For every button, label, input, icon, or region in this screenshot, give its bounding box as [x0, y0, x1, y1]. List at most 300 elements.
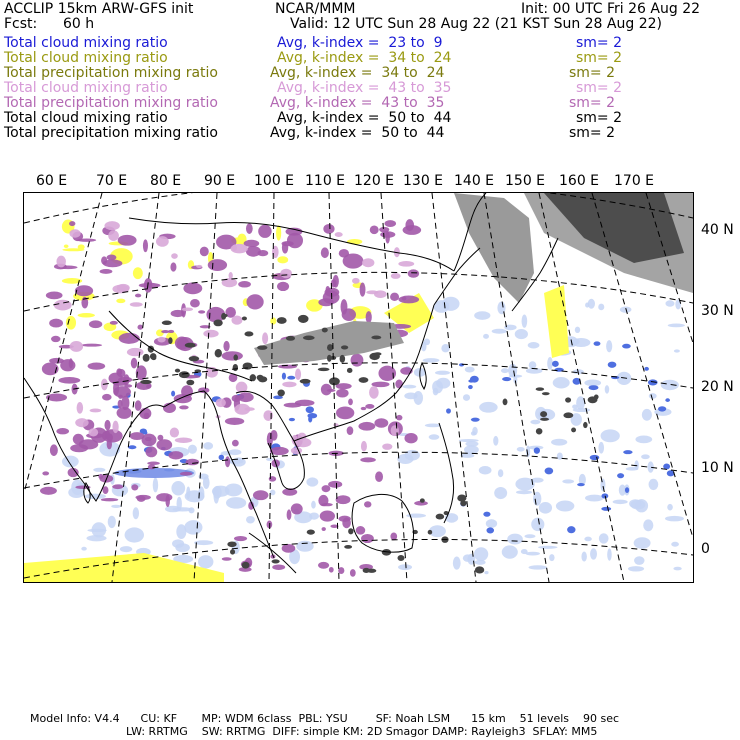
light-cloud-patch	[607, 548, 612, 560]
purple-precip-patch	[145, 447, 157, 458]
light-cloud-patch	[549, 554, 554, 561]
purple-precip-patch	[232, 440, 239, 447]
lon-label: 110 E	[305, 173, 346, 189]
light-cloud-patch	[507, 534, 523, 545]
dark-precip-cell	[436, 514, 444, 520]
purple-precip-patch	[328, 481, 342, 488]
purple-precip-patch	[246, 246, 261, 257]
light-cloud-patch	[531, 518, 544, 531]
light-cloud-patch	[599, 533, 609, 543]
dark-precip-cell	[420, 498, 425, 502]
dark-precip-cell	[233, 354, 238, 360]
lon-label: 140 E	[454, 173, 495, 189]
light-cloud-patch	[635, 436, 652, 444]
light-purple-patch	[170, 428, 179, 438]
purple-precip-patch	[246, 223, 253, 234]
purple-precip-patch	[135, 495, 150, 500]
yellow-cloud-patch	[347, 239, 362, 245]
purple-precip-patch	[404, 433, 417, 443]
purple-precip-patch	[361, 534, 374, 543]
lat-label: 10 N	[701, 460, 734, 476]
light-cloud-patch	[648, 461, 654, 472]
dark-precip-cell	[272, 559, 280, 563]
blue-cloud-patch	[306, 406, 314, 413]
dark-precip-cell	[565, 397, 571, 402]
light-cloud-patch	[225, 484, 243, 497]
light-cloud-patch	[538, 546, 557, 549]
light-cloud-patch	[515, 329, 528, 339]
purple-precip-patch	[286, 228, 303, 236]
light-cloud-patch	[585, 495, 604, 502]
lon-label: 60 E	[36, 173, 68, 189]
field-name: Total cloud mixing ratio	[4, 35, 168, 51]
purple-precip-patch	[75, 285, 93, 296]
light-cloud-patch	[665, 300, 674, 307]
light-cloud-patch	[479, 466, 492, 474]
purple-precip-patch	[143, 239, 148, 252]
dark-precip-cell	[540, 411, 547, 417]
light-cloud-patch	[474, 311, 490, 320]
purple-precip-patch	[321, 247, 329, 258]
dark-precip-cell	[457, 495, 466, 502]
light-cloud-patch	[642, 409, 652, 421]
lon-label: 150 E	[505, 173, 546, 189]
light-purple-patch	[157, 337, 165, 343]
dark-precip-cell	[230, 549, 235, 554]
blue-cloud-patch	[644, 367, 649, 371]
light-cloud-patch	[402, 385, 416, 389]
purple-precip-patch	[321, 503, 333, 506]
light-cloud-patch	[309, 512, 319, 519]
purple-precip-patch	[135, 400, 142, 411]
purple-precip-patch	[272, 564, 285, 569]
yellow-cloud-patch	[64, 245, 69, 248]
blue-cloud-patch	[617, 473, 624, 478]
light-cloud-patch	[479, 402, 497, 413]
purple-precip-patch	[384, 220, 396, 227]
purple-precip-patch	[103, 486, 109, 494]
blue-cloud-patch	[567, 526, 575, 533]
light-purple-patch	[89, 428, 99, 436]
light-purple-patch	[391, 273, 401, 279]
dark-precip-cell	[300, 379, 311, 384]
light-cloud-patch	[539, 502, 552, 514]
purple-precip-patch	[147, 462, 160, 465]
light-cloud-patch	[575, 327, 580, 333]
dark-precip-cell	[168, 337, 172, 344]
dark-precip-cell	[179, 371, 190, 378]
purple-precip-patch	[70, 444, 88, 452]
blue-cloud-patch	[625, 487, 629, 493]
light-purple-patch	[54, 300, 72, 311]
dark-precip-cell	[277, 317, 287, 324]
map-panel	[23, 192, 694, 583]
purple-precip-patch	[58, 377, 80, 384]
blue-cloud-patch	[590, 455, 600, 460]
light-cloud-patch	[429, 434, 440, 440]
dark-precip-cell	[185, 343, 196, 348]
blue-cloud-patch	[594, 341, 601, 346]
dark-precip-cell	[563, 412, 573, 418]
yellow-cloud-patch	[78, 313, 95, 318]
light-cloud-patch	[311, 501, 316, 509]
map-canvas	[24, 193, 693, 582]
purple-precip-patch	[225, 456, 230, 467]
light-purple-patch	[280, 269, 292, 278]
light-purple-patch	[75, 418, 88, 427]
dark-precip-cell	[347, 368, 353, 373]
dark-precip-cell	[583, 422, 588, 428]
purple-precip-patch	[222, 557, 232, 560]
blue-cloud-patch	[589, 385, 599, 390]
lon-label: 100 E	[254, 173, 295, 189]
light-purple-patch	[117, 284, 130, 292]
purple-precip-patch	[284, 403, 302, 408]
light-purple-patch	[127, 348, 144, 356]
purple-precip-patch	[60, 359, 75, 371]
light-cloud-patch	[188, 445, 197, 454]
light-cloud-patch	[572, 338, 591, 347]
dark-precip-cell	[298, 315, 309, 323]
purple-precip-patch	[156, 493, 172, 501]
purple-precip-patch	[322, 485, 331, 492]
purple-precip-patch	[366, 311, 372, 323]
light-cloud-patch	[584, 537, 591, 542]
light-cloud-patch	[184, 520, 202, 535]
purple-precip-patch	[131, 484, 138, 490]
purple-precip-patch	[198, 387, 209, 393]
cloud-field-layer	[24, 193, 693, 582]
light-cloud-patch	[573, 408, 590, 412]
light-cloud-patch	[600, 479, 605, 492]
light-cloud-patch	[590, 548, 597, 559]
field-sm: sm= 2	[576, 80, 623, 96]
field-sm: sm= 2	[576, 35, 623, 51]
dark-precip-cell	[242, 317, 247, 321]
purple-precip-patch	[234, 536, 247, 541]
dark-precip-cell	[397, 555, 404, 561]
purple-precip-patch	[375, 471, 383, 482]
field-name: Total precipitation mixing ratio	[4, 125, 218, 141]
purple-precip-patch	[50, 444, 58, 456]
light-cloud-patch	[246, 516, 255, 524]
blue-cloud-patch	[608, 362, 617, 368]
purple-precip-patch	[118, 235, 137, 246]
purple-precip-patch	[51, 336, 60, 342]
yellow-cloud-patch	[544, 285, 569, 358]
blue-cloud-patch	[577, 483, 585, 486]
light-cloud-patch	[425, 424, 441, 428]
field-sm: sm= 2	[569, 125, 616, 141]
blue-cloud-patch	[282, 373, 286, 380]
dark-precip-cell	[213, 320, 222, 327]
blue-cloud-patch	[308, 416, 312, 423]
light-cloud-patch	[93, 468, 105, 472]
purple-precip-patch	[107, 255, 117, 261]
dark-precip-cell	[162, 321, 172, 325]
light-cloud-patch	[81, 547, 86, 551]
light-purple-patch	[262, 332, 268, 344]
blue-cloud-patch	[658, 406, 666, 411]
purple-precip-patch	[321, 384, 332, 396]
light-cloud-patch	[483, 334, 489, 339]
dark-precip-cell	[542, 392, 550, 395]
light-cloud-patch	[125, 527, 144, 542]
light-purple-patch	[77, 402, 84, 414]
light-purple-patch	[56, 256, 65, 268]
dark-precip-cell	[359, 377, 369, 383]
light-cloud-patch	[153, 478, 158, 493]
yellow-cloud-patch	[270, 317, 276, 324]
dark-precip-cell	[303, 336, 315, 341]
purple-precip-patch	[119, 333, 140, 344]
purple-precip-patch	[358, 422, 375, 431]
purple-precip-patch	[223, 341, 229, 352]
dark-precip-cell	[244, 331, 253, 336]
light-purple-patch	[196, 265, 202, 268]
blue-cloud-patch	[623, 450, 632, 454]
dark-precip-cell	[344, 545, 352, 549]
lon-label: 90 E	[204, 173, 236, 189]
light-cloud-patch	[436, 378, 450, 389]
field-name: Total cloud mixing ratio	[4, 80, 168, 96]
blue-cloud-patch	[446, 408, 451, 413]
light-cloud-patch	[524, 534, 535, 538]
purple-precip-patch	[291, 503, 303, 514]
purple-precip-patch	[398, 296, 419, 304]
purple-precip-patch	[347, 426, 354, 435]
purple-precip-patch	[351, 354, 364, 367]
purple-precip-patch	[323, 224, 334, 234]
purple-precip-patch	[396, 415, 402, 421]
light-purple-patch	[216, 398, 226, 407]
purple-precip-patch	[156, 439, 172, 450]
light-purple-patch	[362, 258, 374, 267]
light-purple-patch	[282, 382, 296, 388]
purple-precip-patch	[190, 299, 200, 307]
purple-precip-patch	[56, 428, 69, 434]
light-cloud-patch	[194, 540, 213, 545]
lon-label: 80 E	[150, 173, 182, 189]
blue-cloud-patch	[486, 527, 494, 533]
light-cloud-patch	[630, 500, 645, 510]
light-cloud-patch	[398, 564, 412, 570]
purple-precip-patch	[374, 418, 388, 428]
light-purple-patch	[203, 330, 218, 338]
yellow-cloud-patch	[133, 267, 143, 279]
purple-precip-patch	[395, 380, 403, 389]
purple-precip-patch	[329, 567, 334, 573]
light-purple-patch	[112, 421, 118, 434]
light-cloud-patch	[203, 442, 213, 450]
dark-precip-cell	[227, 541, 236, 547]
blue-cloud-patch	[622, 344, 631, 349]
purple-precip-patch	[364, 501, 371, 507]
light-cloud-patch	[484, 571, 488, 574]
light-cloud-patch	[423, 358, 440, 363]
field-avg: Avg, k-index = 43 to 35	[277, 80, 452, 96]
forecast-label: Fcst:	[4, 16, 38, 32]
dark-precip-cell	[371, 336, 381, 340]
light-cloud-patch	[547, 357, 553, 370]
light-cloud-patch	[502, 545, 518, 558]
light-cloud-patch	[493, 436, 498, 446]
dark-precip-cell	[307, 529, 315, 534]
purple-precip-patch	[77, 238, 96, 241]
light-purple-patch	[175, 438, 193, 443]
light-cloud-patch	[643, 519, 653, 531]
purple-precip-patch	[370, 226, 379, 235]
lon-label: 160 E	[559, 173, 600, 189]
light-cloud-patch	[628, 566, 644, 571]
model-center: NCAR/MMM	[275, 1, 356, 17]
light-purple-patch	[171, 253, 178, 259]
light-cloud-patch	[474, 547, 488, 561]
light-cloud-patch	[509, 375, 522, 378]
light-cloud-patch	[667, 504, 673, 511]
lon-label: 130 E	[403, 173, 444, 189]
light-cloud-patch	[553, 377, 570, 388]
light-cloud-patch	[598, 442, 604, 454]
dark-precip-cell	[318, 368, 330, 372]
light-cloud-patch	[185, 490, 205, 502]
light-purple-patch	[70, 341, 84, 352]
dark-precip-cell	[233, 364, 238, 371]
purple-precip-patch	[137, 325, 143, 330]
purple-precip-patch	[360, 283, 366, 297]
blue-cloud-patch	[468, 385, 473, 389]
blue-cloud-patch	[502, 377, 511, 381]
init-time: Init: 00 UTC Fri 26 Aug 22	[521, 1, 701, 17]
purple-precip-patch	[380, 231, 395, 238]
field-name: Total precipitation mixing ratio	[4, 65, 218, 81]
light-cloud-patch	[111, 505, 121, 508]
dark-precip-cell	[143, 354, 150, 362]
purple-precip-patch	[49, 319, 63, 328]
light-purple-patch	[69, 229, 80, 238]
purple-precip-patch	[103, 260, 123, 268]
model-info-line-2: LW: RRTMG SW: RRTMG DIFF: simple KM: 2D Smagor DAMP: Rayleigh3 SFLAY: MM5	[126, 725, 598, 738]
purple-precip-patch	[336, 495, 351, 504]
blue-cloud-patch	[667, 470, 675, 476]
light-cloud-patch	[556, 500, 575, 511]
dark-precip-cell	[258, 376, 267, 382]
coastline-korea	[434, 248, 480, 305]
purple-precip-patch	[200, 247, 209, 257]
purple-precip-patch	[402, 297, 407, 301]
light-cloud-patch	[406, 513, 426, 517]
light-cloud-patch	[475, 560, 486, 565]
lat-label: 30 N	[701, 303, 734, 319]
dark-precip-cell	[503, 399, 508, 406]
purple-precip-patch	[253, 490, 268, 500]
purple-precip-patch	[112, 484, 123, 489]
purple-precip-patch	[225, 418, 244, 425]
dark-precip-cell	[221, 313, 226, 320]
light-cloud-patch	[120, 546, 132, 552]
lon-label: 70 E	[96, 173, 128, 189]
purple-precip-patch	[144, 413, 150, 419]
light-cloud-patch	[530, 420, 540, 425]
purple-precip-patch	[181, 385, 193, 398]
yellow-cloud-patch	[62, 248, 84, 251]
purple-precip-patch	[98, 474, 103, 479]
light-purple-patch	[335, 232, 343, 237]
blue-cloud-patch	[552, 361, 559, 367]
coastline-philippines	[439, 423, 454, 523]
lat-label: 20 N	[701, 379, 734, 395]
light-cloud-patch	[601, 429, 620, 442]
dark-precip-cell	[348, 528, 353, 534]
purple-precip-patch	[287, 509, 292, 520]
field-name: Total precipitation mixing ratio	[4, 95, 218, 111]
purple-precip-patch	[348, 398, 353, 405]
light-cloud-patch	[528, 565, 547, 569]
purple-precip-patch	[208, 259, 227, 271]
purple-precip-patch	[258, 225, 271, 238]
light-cloud-patch	[108, 516, 116, 528]
model-info-line-1: Model Info: V4.4 CU: KF MP: WDM 6class PBL: YSU SF: Noah LSM 15 km 51 levels 90 sec	[30, 712, 620, 725]
light-cloud-patch	[270, 490, 276, 496]
purple-precip-patch	[69, 358, 73, 368]
purple-precip-patch	[69, 221, 75, 226]
blue-cloud-patch	[471, 418, 480, 422]
lon-label: 170 E	[614, 173, 655, 189]
light-cloud-patch	[62, 456, 79, 468]
purple-precip-patch	[267, 432, 273, 446]
light-cloud-patch	[175, 543, 190, 552]
dark-precip-cell	[286, 336, 295, 341]
light-cloud-patch	[173, 507, 193, 511]
light-purple-patch	[156, 236, 169, 247]
light-purple-patch	[382, 443, 392, 449]
light-purple-patch	[398, 261, 414, 267]
purple-precip-patch	[73, 434, 84, 445]
field-sm: sm= 2	[576, 110, 623, 126]
purple-precip-patch	[343, 253, 364, 268]
field-sm: sm= 2	[569, 65, 616, 81]
dark-precip-cell	[150, 353, 157, 359]
blue-cloud-patch	[601, 507, 611, 511]
light-cloud-patch	[494, 487, 507, 499]
light-purple-patch	[234, 404, 250, 415]
field-avg: Avg, k-index = 23 to 9	[277, 35, 443, 51]
light-cloud-patch	[562, 479, 574, 483]
light-purple-patch	[374, 290, 387, 298]
light-cloud-patch	[226, 497, 246, 509]
dark-precip-cell	[257, 345, 267, 349]
purple-precip-patch	[148, 465, 156, 470]
light-purple-patch	[104, 221, 119, 230]
dark-precip-cell	[327, 344, 333, 351]
gray-precip-band	[454, 193, 534, 303]
light-cloud-patch	[306, 477, 318, 486]
light-cloud-patch	[674, 349, 680, 352]
light-purple-patch	[90, 409, 102, 413]
purple-precip-patch	[269, 476, 276, 482]
purple-precip-patch	[238, 281, 251, 288]
dark-precip-cell	[189, 356, 199, 361]
light-cloud-patch	[522, 314, 528, 327]
blue-cloud-patch	[665, 398, 670, 402]
blue-cloud-patch	[171, 391, 175, 397]
light-purple-patch	[295, 369, 301, 380]
purple-precip-patch	[222, 351, 243, 360]
light-cloud-patch	[588, 299, 595, 309]
light-cloud-patch	[453, 557, 461, 570]
yellow-cloud-patch	[277, 256, 288, 263]
light-cloud-patch	[463, 554, 473, 562]
